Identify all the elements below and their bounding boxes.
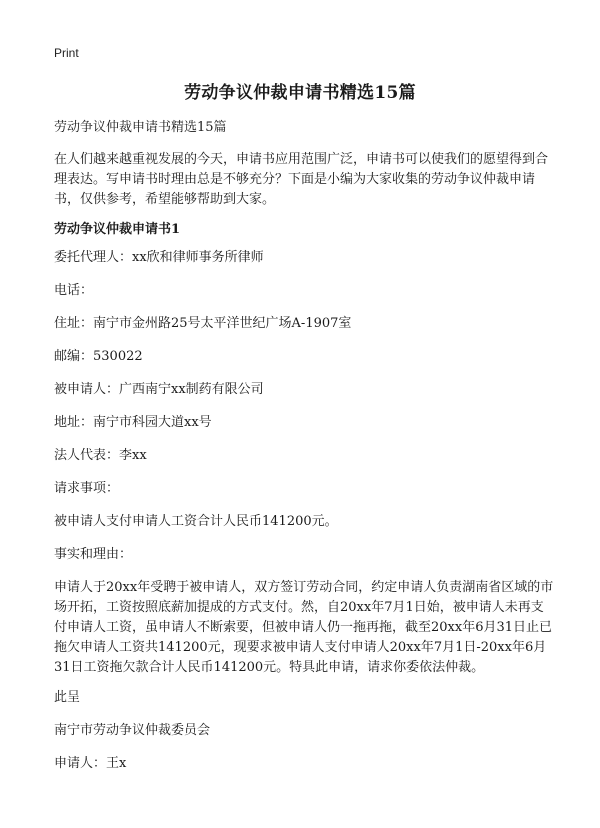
phone-field: 电话：	[54, 283, 94, 298]
respondent-address-field: 地址：南宁市科园大道xx号	[54, 415, 212, 430]
document-body	[54, 118, 554, 787]
print-link[interactable]: Print	[54, 46, 79, 60]
page-title: 劳动争议仲裁申请书精选15篇	[184, 83, 416, 103]
claims-text: 被申请人支付申请人工资合计人民币141200元。	[54, 514, 338, 529]
agent-field: 委托代理人：xx欣和律师事务所律师	[54, 250, 264, 265]
addressee-line: 南宁市劳动争议仲裁委员会	[54, 723, 211, 738]
document-subtitle: 劳动争议仲裁申请书精选15篇	[54, 120, 227, 135]
section-heading: 劳动争议仲裁申请书1	[54, 222, 181, 237]
closing-line: 此呈	[54, 690, 81, 705]
respondent-field: 被申请人：广西南宁xx制药有限公司	[54, 382, 264, 397]
intro-paragraph: 在人们越来越重视发展的今天，申请书应用范围广泛，申请书可以使我们的愿望得到合理表达。写申请书时理由总是不够充分？下面是小编为大家收集的劳动争议仲裁申请书，仅供参考，希望能够帮助到大家。	[54, 152, 549, 207]
address-field: 住址：南宁市金州路25号太平洋世纪广场A-1907室	[54, 316, 352, 331]
facts-heading: 事实和理由：	[54, 547, 133, 562]
applicant-line: 申请人：王x	[54, 756, 127, 771]
facts-paragraph: 申请人于20xx年受聘于被申请人，双方签订劳动合同，约定申请人负责湖南省区域的市场开拓，工资按照底薪加提成的方式支付。然，自20xx年7月1日始，被申请人未再支付申请人工资，虽申请人不断索要，但被申请人仍一拖再拖，截至20xx年6月31日止已拖欠申请人工资共141200元，现要求被申请人支付申请人20xx年7月1日-20xx年6月31日工资拖欠款合计人民币141200元。特具此申请，请求你委依法仲裁。	[54, 580, 554, 675]
postcode-field: 邮编：530022	[54, 349, 143, 364]
legal-rep-field: 法人代表：李xx	[54, 448, 147, 463]
claims-heading: 请求事项：	[54, 481, 120, 496]
